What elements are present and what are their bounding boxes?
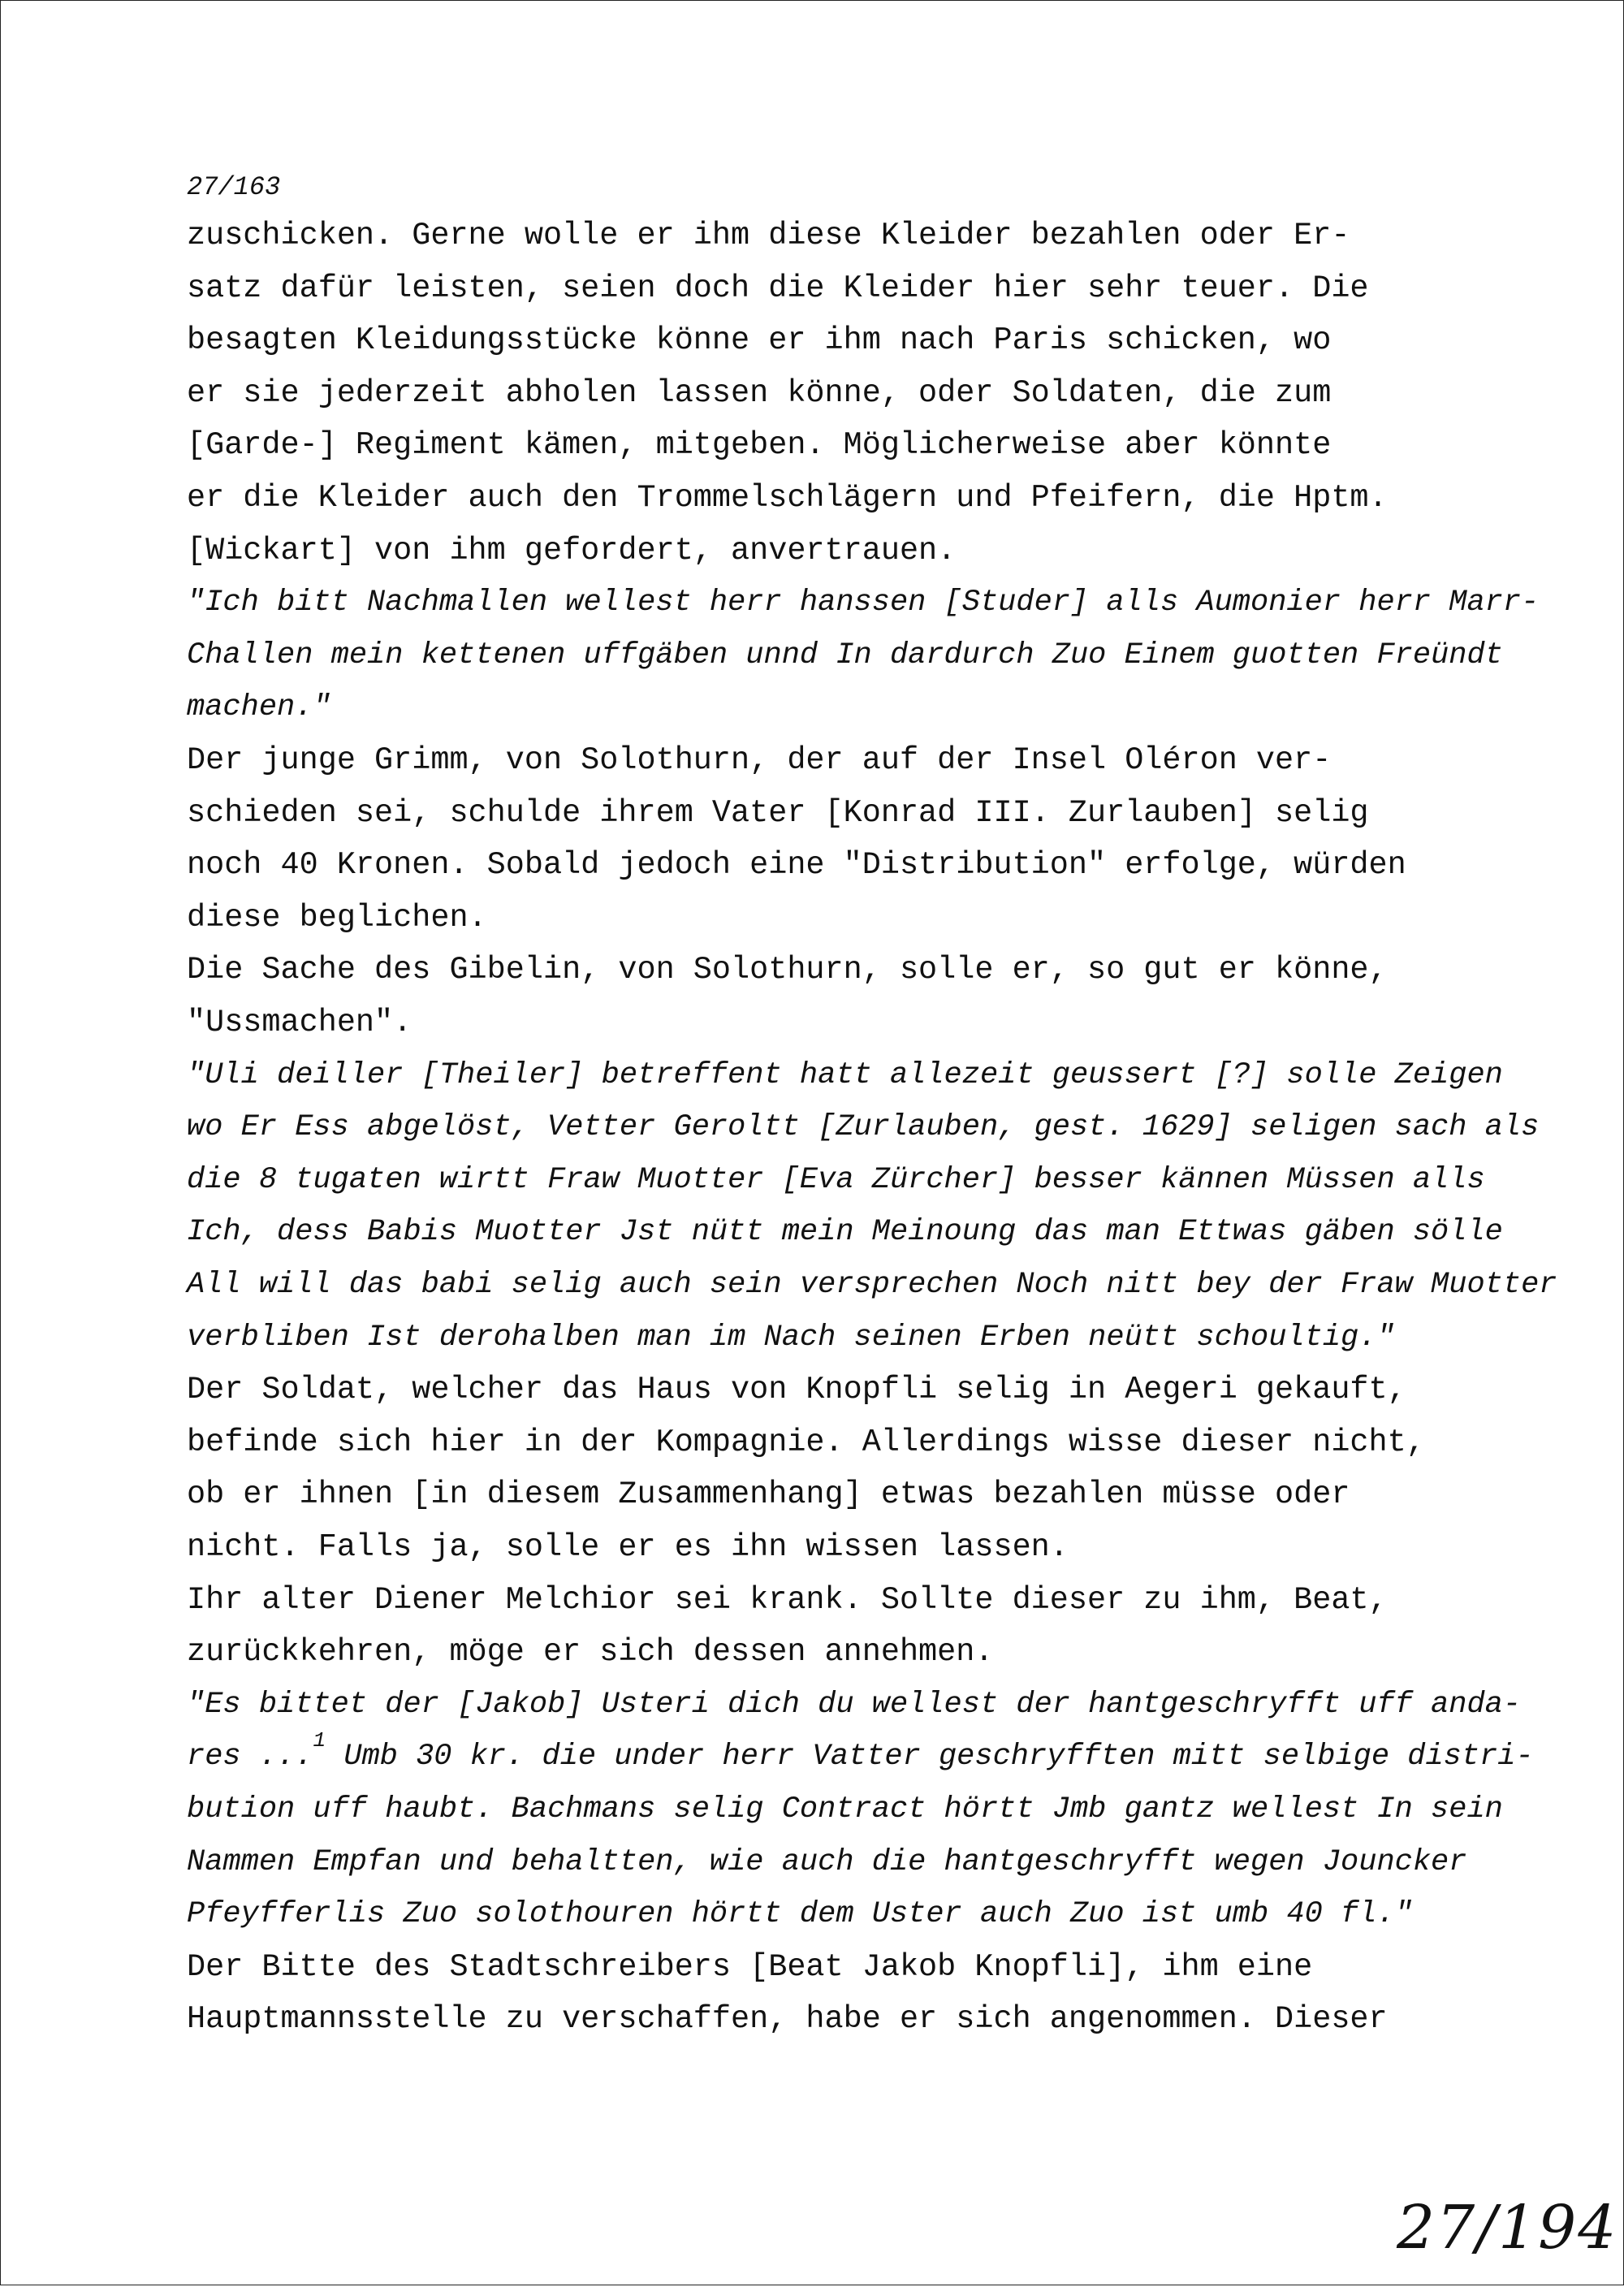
text-line: Ich, dess Babis Muotter Jst nütt mein Meinoung das man Ettwas gäben sölle: [187, 1215, 1503, 1250]
text-line: "Ich bitt Nachmallen wellest herr hanssen [Studer] alls Aumonier herr Marr-: [187, 586, 1540, 620]
text-line: Der junge Grimm, von Solothurn, der auf der Insel Oléron ver-: [187, 742, 1332, 778]
text-line: Der Soldat, welcher das Haus von Knopfli selig in Aegeri gekauft,: [187, 1372, 1406, 1408]
footnote-marker: 1: [313, 1728, 326, 1753]
text-line: All will das babi selig auch sein versprechen Noch nitt bey der Fraw Muotter: [187, 1268, 1557, 1302]
text-line: [Garde-] Regiment kämen, mitgeben. Möglicherweise aber könnte: [187, 427, 1332, 464]
text-line: wo Er Ess abgelöst, Vetter Geroltt [Zurlauben, gest. 1629] seligen sach als: [187, 1110, 1540, 1145]
text-line: Die Sache des Gibelin, von Solothurn, solle er, so gut er könne,: [187, 952, 1388, 988]
text-line: befinde sich hier in der Kompagnie. Allerdings wisse dieser nicht,: [187, 1424, 1425, 1460]
text-line: zuschicken. Gerne wolle er ihm diese Kleider bezahlen oder Er-: [187, 218, 1350, 253]
text-line: Pfeyfferlis Zuo solothouren hörtt dem Uster auch Zuo ist umb 40 fl.": [187, 1897, 1413, 1932]
text-line: satz dafür leisten, seien doch die Kleider hier sehr teuer. Die: [187, 270, 1369, 306]
text-line: bution uff haubt. Bachmans selig Contract hörtt Jmb gantz wellest In sein: [187, 1792, 1503, 1827]
text-line: "Ussmachen".: [187, 1005, 412, 1040]
text-line: nicht. Falls ja, solle er es ihn wissen lassen.: [187, 1529, 1069, 1565]
text-line: Challen mein kettenen uffgäben unnd In dardurch Zuo Einem guotten Freündt: [187, 638, 1503, 672]
text-line: ob er ihnen [in diesem Zusammenhang] etwas bezahlen müsse oder: [187, 1476, 1350, 1513]
text-line: diese beglichen.: [187, 899, 487, 936]
page-number: 27/163: [187, 172, 281, 202]
text-line: "Uli deiller [Theiler] betreffent hatt allezeit geussert [?] solle Zeigen: [187, 1057, 1503, 1092]
text-line: Nammen Empfan und behaltten, wie auch die hantgeschryfft wegen Jouncker: [187, 1844, 1467, 1879]
text-line: Hauptmannsstelle zu verschaffen, habe er sich angenommen. Dieser: [187, 2001, 1388, 2038]
text-line: die 8 tugaten wirtt Fraw Muotter [Eva Zürcher] besser kännen Müssen alls: [187, 1162, 1485, 1197]
handwritten-folio-number: 27/194: [1397, 2193, 1618, 2263]
text-line: noch 40 Kronen. Sobald jedoch eine "Distribution" erfolge, würden: [187, 847, 1406, 884]
text-line: schieden sei, schulde ihrem Vater [Konrad III. Zurlauben] selig: [187, 794, 1369, 831]
text-line: Der Bitte des Stadtschreibers [Beat Jakob Knopfli], ihm eine: [187, 1948, 1313, 1985]
text-line: [Wickart] von ihm gefordert, anvertrauen.: [187, 532, 957, 569]
text-line: er die Kleider auch den Trommelschlägern und Pfeifern, die Hptm.: [187, 480, 1388, 516]
text-line: Ihr alter Diener Melchior sei krank. Sollte dieser zu ihm, Beat,: [187, 1581, 1388, 1618]
text-line: verbliben Ist derohalben man im Nach seinen Erben neütt schoultig.": [187, 1320, 1395, 1355]
text-line: besagten Kleidungsstücke könne er ihm nach Paris schicken, wo: [187, 322, 1332, 359]
text-line: res ...$^1$ Umb 30 kr. die under herr Vatter geschryfften mitt selbige distri-: [187, 1728, 1534, 1775]
text-line: "Es bittet der [Jakob] Usteri dich du wellest der hantgeschryfft uff andа-: [187, 1687, 1522, 1722]
text-line: machen.": [187, 690, 331, 725]
text-line: er sie jederzeit abholen lassen könne, oder Soldaten, die zum: [187, 374, 1332, 411]
text-line: zurückkehren, möge er sich dessen annehmen.: [187, 1634, 994, 1671]
